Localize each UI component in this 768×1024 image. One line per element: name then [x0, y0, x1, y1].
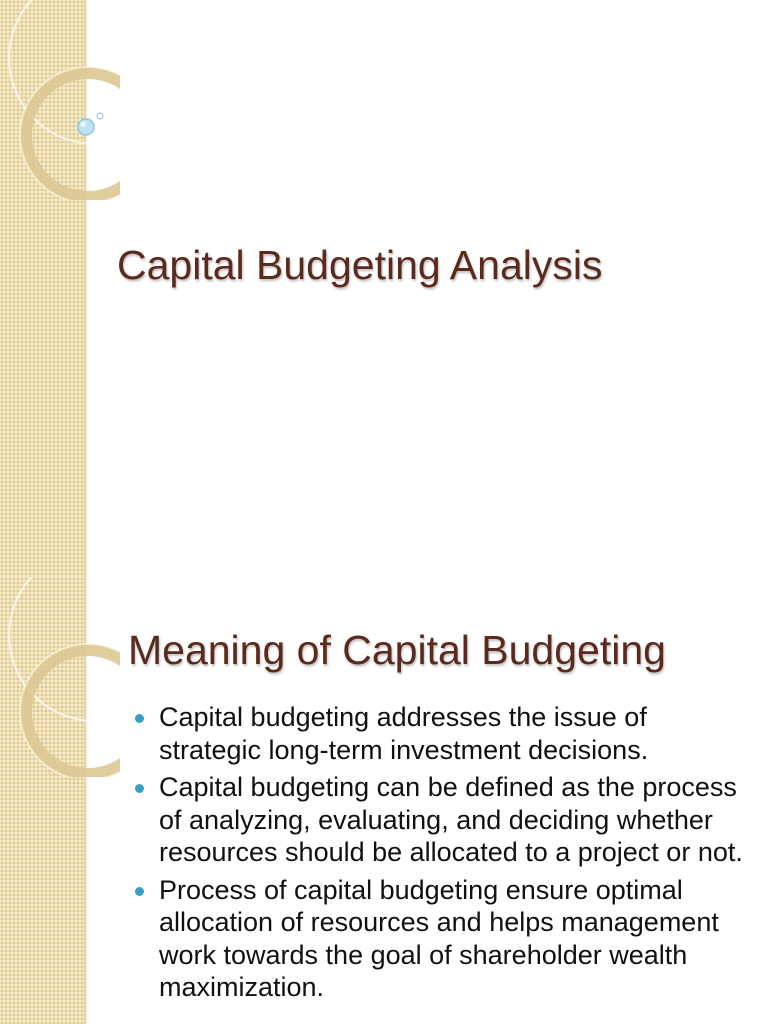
ring-decoration-icon — [0, 0, 120, 200]
ring-decoration-icon — [0, 577, 120, 777]
slide-title: Capital Budgeting Analysis — [117, 242, 603, 288]
bullet-text: Capital budgeting addresses the issue of strategic long-term investment decisions. — [159, 702, 649, 765]
bullet-item — [130, 701, 750, 766]
bullet-text: Process of capital budgeting ensure optimal allocation of resources and helps management work towards the goal of shareholder wealth maximization. — [159, 874, 719, 1002]
content-slide — [0, 577, 768, 1024]
bullet-dot-icon — [135, 714, 144, 723]
slide-title: Meaning of Capital Budgeting — [128, 627, 666, 673]
bullet-item — [130, 874, 750, 1004]
bullet-dot-icon — [135, 887, 144, 896]
bullet-dot-icon — [135, 784, 144, 793]
bullet-list — [130, 701, 750, 1009]
bullet-text: Capital budgeting can be defined as the process of analyzing, evaluating, and deciding whether resources should be allocated to a project or not. — [159, 772, 743, 867]
bullet-item — [130, 771, 750, 869]
